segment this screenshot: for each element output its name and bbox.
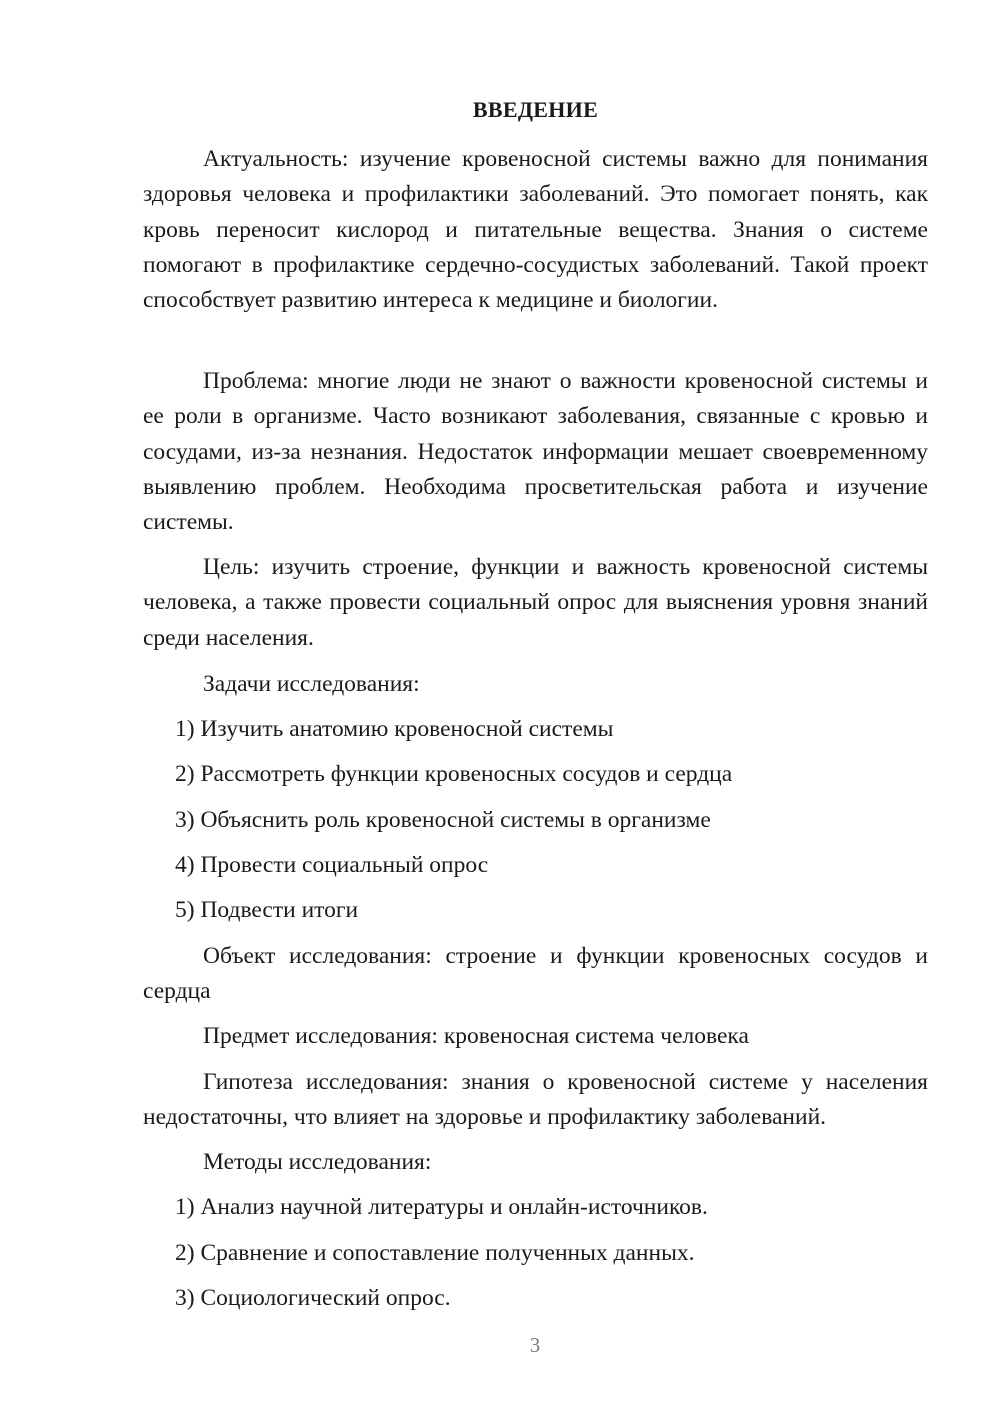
problem-paragraph: Проблема: многие люди не знают о важности кровеносной системы и ее роли в организме. Часто возникают заболевания, связанные с кровью и сосудами, из-за незнания. Недостаток информации мешает своевременному выявлению проблем. Необходима просветительская работа и изучение системы. [143, 368, 928, 536]
relevance-paragraph: Актуальность: изучение кровеносной системы важно для понимания здоровья человека и профилактики заболеваний. Это помогает понять, как кровь переносит кислород и питательные вещества. Знания о системе помогают в профилактике сердечно-сосудистых заболеваний. Такой проект способствует развитию интереса к медицине и биологии. [143, 146, 928, 314]
method-item: 1) Анализ научной литературы и онлайн-источников. [175, 1194, 708, 1220]
page-title: ВВЕДЕНИЕ [472, 97, 599, 122]
method-item: 2) Сравнение и сопоставление полученных данных. [175, 1240, 695, 1266]
object-paragraph: Объект исследования: строение и функции кровеносных сосудов и сердца [143, 943, 928, 1005]
page-number: 3 [529, 1333, 541, 1357]
task-item: 4) Провести социальный опрос [175, 852, 489, 878]
task-item: 3) Объяснить роль кровеносной системы в организме [175, 807, 711, 833]
methods-heading: Методы исследования: [203, 1149, 432, 1175]
task-item: 1) Изучить анатомию кровеносной системы [175, 716, 614, 742]
goal-paragraph: Цель: изучить строение, функции и важность кровеносной системы человека, а также провести социальный опрос для выяснения уровня знаний среди населения. [143, 554, 928, 651]
subject-paragraph: Предмет исследования: кровеносная система человека [203, 1023, 749, 1049]
method-item: 3) Социологический опрос. [175, 1285, 451, 1311]
task-item: 5) Подвести итоги [175, 897, 359, 923]
hypothesis-paragraph: Гипотеза исследования: знания о кровеносной системе у населения недостаточны, что влияет на здоровье и профилактику заболеваний. [143, 1069, 928, 1131]
tasks-heading: Задачи исследования: [203, 671, 420, 697]
task-item: 2) Рассмотреть функции кровеносных сосудов и сердца [175, 761, 733, 787]
